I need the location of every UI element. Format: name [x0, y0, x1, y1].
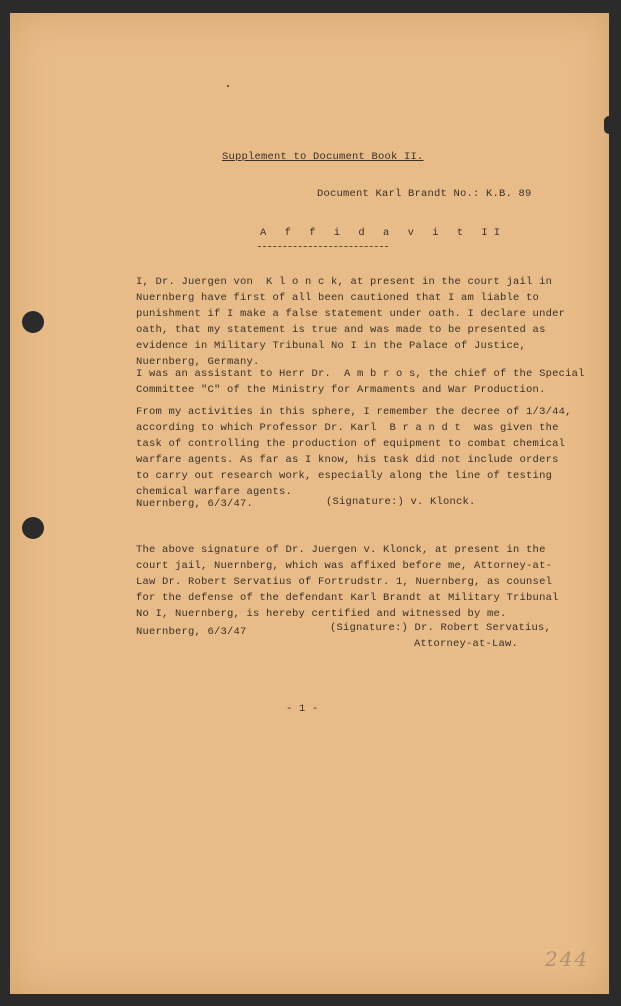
text-line: for the defense of the defendant Karl Brandt at Military Tribunal [136, 592, 559, 604]
page-number: - 1 - [286, 703, 319, 715]
text-line: warfare agents. As far as I know, his task did not include orders [136, 454, 559, 466]
punch-hole [22, 311, 44, 333]
text-line: Committee "C" of the Ministry for Armaments and War Production. [136, 384, 546, 396]
speck [227, 85, 229, 87]
document-page [10, 13, 609, 994]
text-line: Law Dr. Robert Servatius of Fortrudstr. 1, Nuernberg, as counsel [136, 576, 553, 588]
text-line: Nuernberg, Germany. [136, 356, 260, 368]
signature-servatius: (Signature:) Dr. Robert Servatius, [330, 622, 552, 634]
title-underline [258, 246, 388, 247]
document-reference: Document Karl Brandt No.: K.B. 89 [317, 188, 532, 200]
document-heading: Supplement to Document Book II. [222, 151, 424, 163]
text-line: to carry out research work, especially along the line of testing [136, 470, 553, 482]
text-line: court jail, Nuernberg, which was affixed before me, Attorney-at- [136, 560, 553, 572]
text-line: chemical warfare agents. [136, 486, 293, 498]
paper-tab [604, 116, 614, 134]
affidavit-title: A f f i d a v i t II [260, 227, 507, 239]
punch-hole [22, 517, 44, 539]
text-line: task of controlling the production of equipment to combat chemical [136, 438, 566, 450]
text-line: oath, that my statement is true and was made to be presented as [136, 324, 546, 336]
text-line: The above signature of Dr. Juergen v. Klonck, at present in the [136, 544, 546, 556]
text-line: I was an assistant to Herr Dr. A m b r o s, the chief of the Special [136, 368, 585, 380]
text-line: I, Dr. Juergen von K l o n c k, at present in the court jail in [136, 276, 553, 288]
signature-klonck: (Signature:) v. Klonck. [326, 496, 476, 508]
text-line: according to which Professor Dr. Karl B r a n d t was given the [136, 422, 559, 434]
text-line: From my activities in this sphere, I remember the decree of 1/3/44, [136, 406, 572, 418]
pencil-page-mark: 244 [545, 947, 590, 971]
place-date-2: Nuernberg, 6/3/47 [136, 626, 247, 638]
text-line: No I, Nuernberg, is hereby certified and witnessed by me. [136, 608, 507, 620]
text-line: evidence in Military Tribunal No I in the Palace of Justice, [136, 340, 527, 352]
signature-title: Attorney-at-Law. [414, 638, 519, 650]
text-line: punishment if I make a false statement under oath. I declare under [136, 308, 566, 320]
place-date-1: Nuernberg, 6/3/47. [136, 498, 254, 510]
text-line: Nuernberg have first of all been cautioned that I am liable to [136, 292, 540, 304]
